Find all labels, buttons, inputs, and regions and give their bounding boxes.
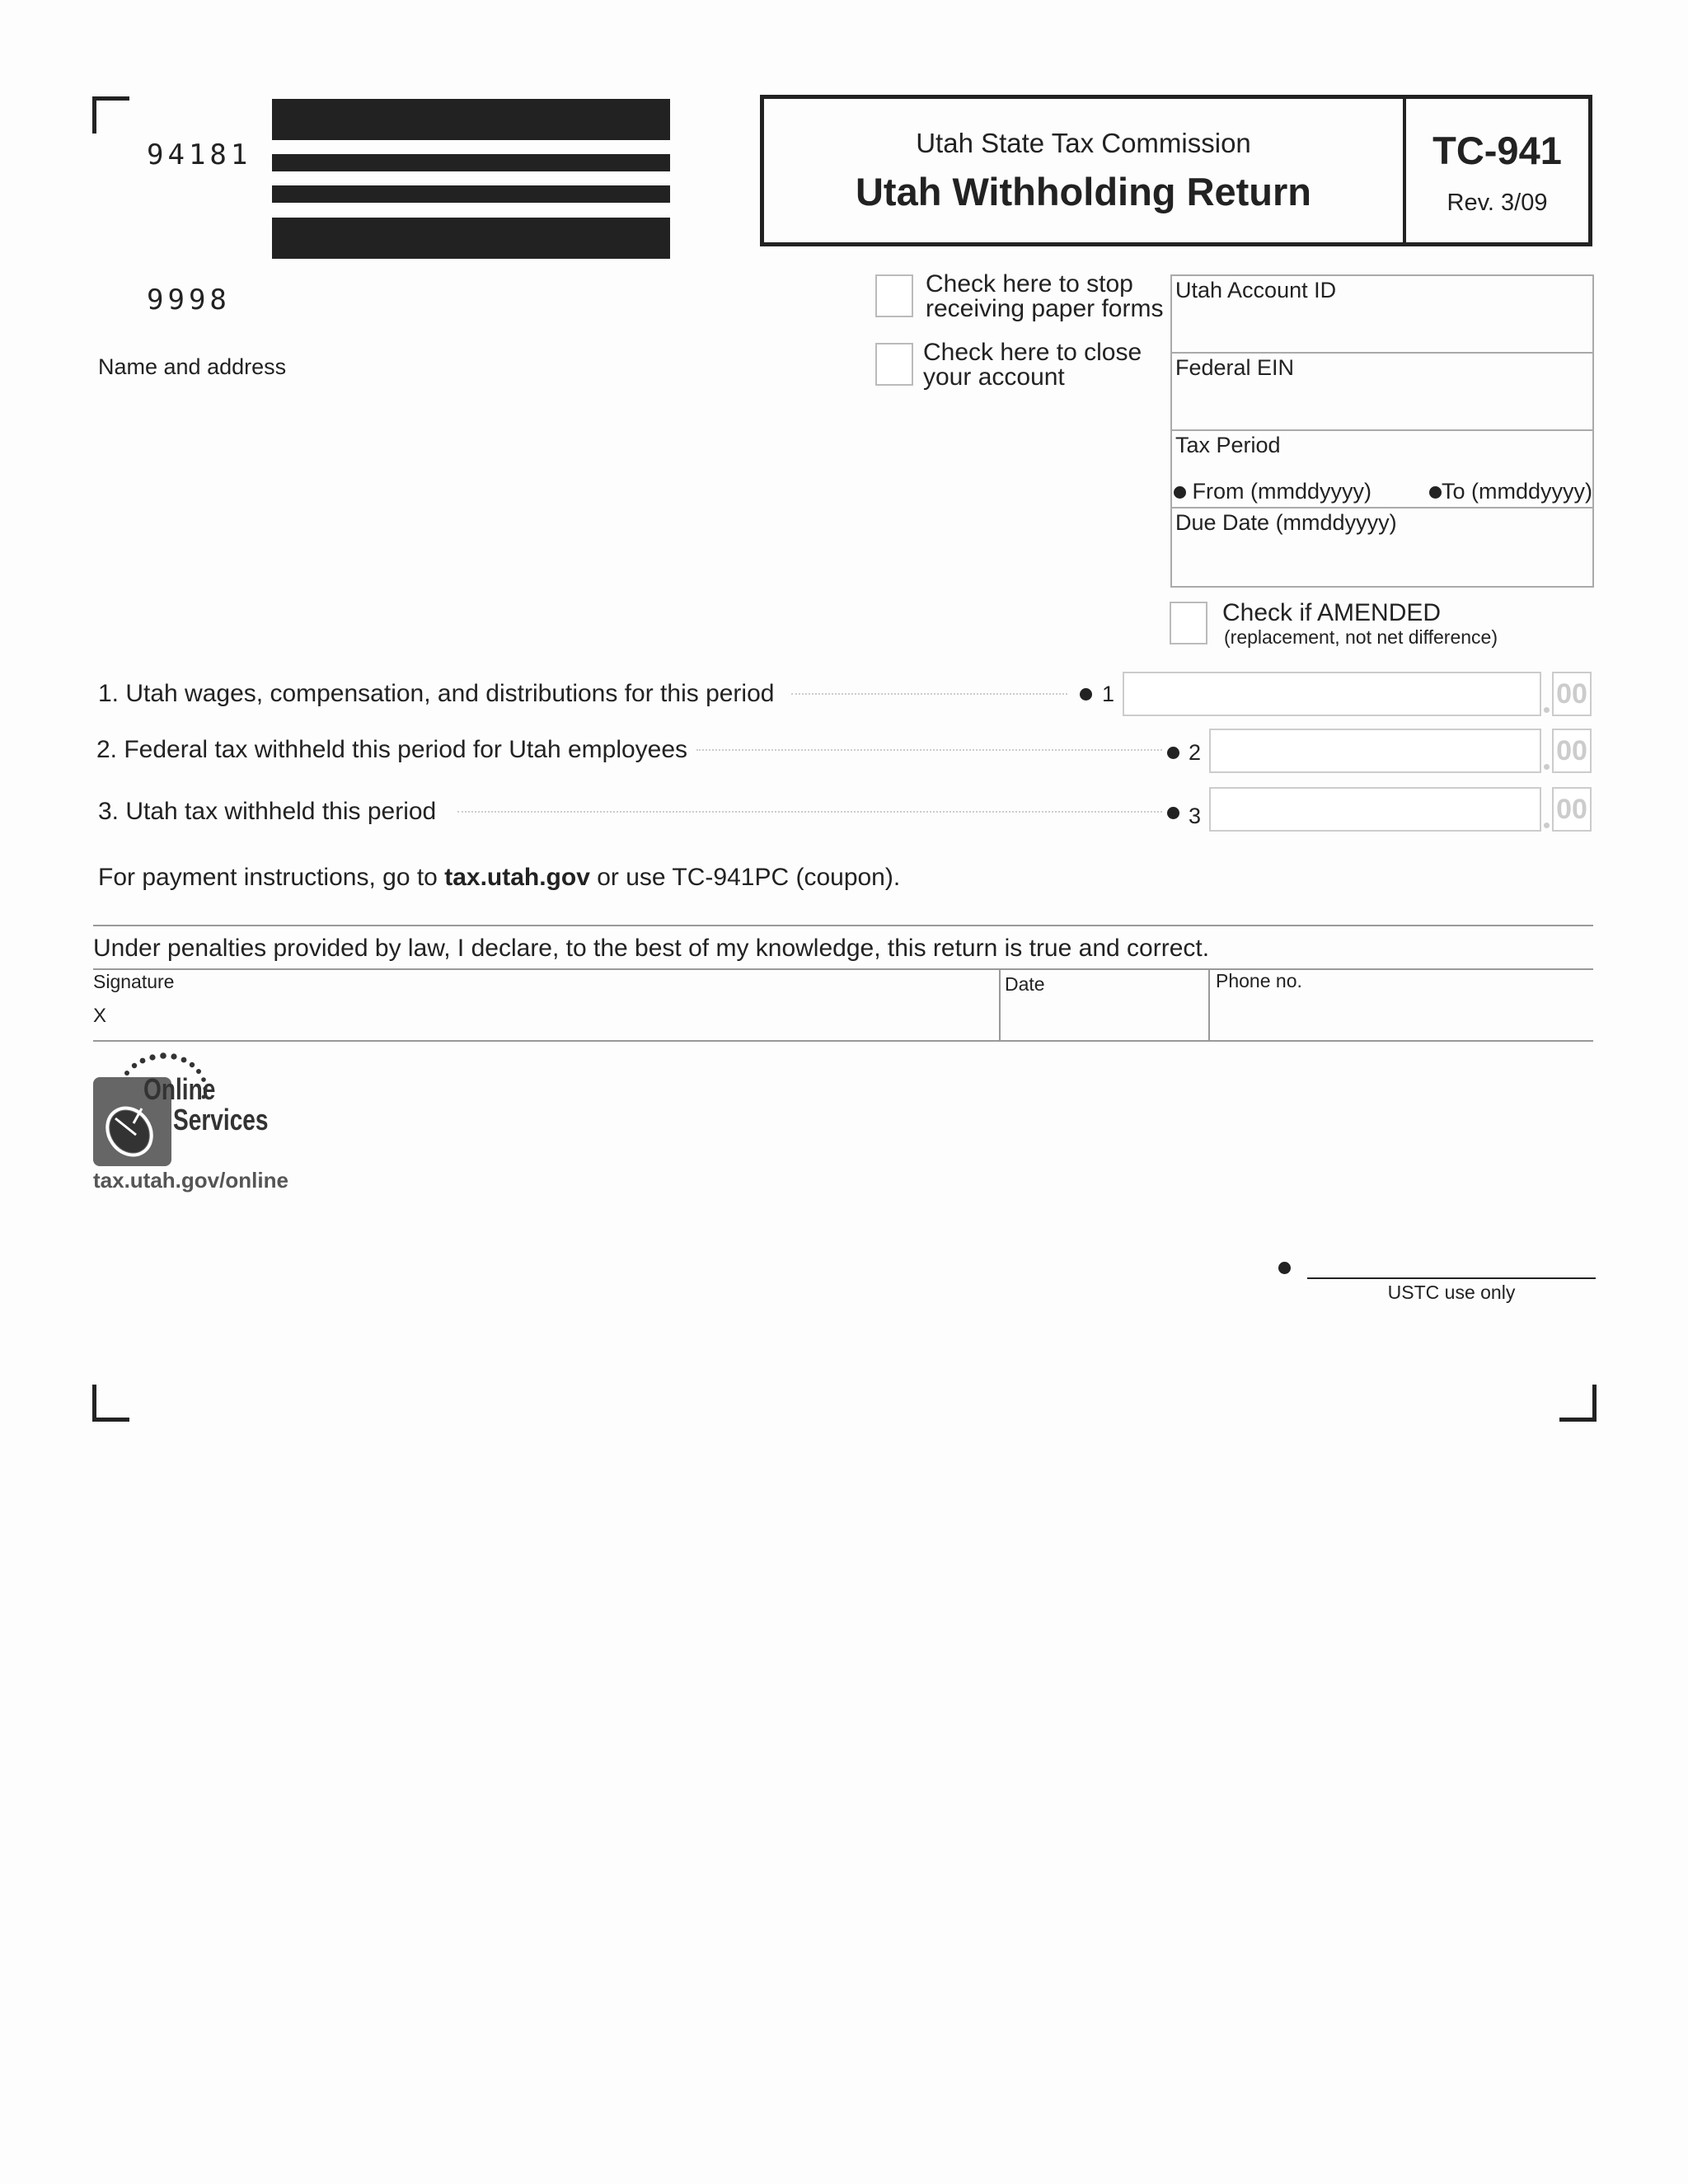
crop-mark-bottom-left <box>92 1385 129 1422</box>
tax-period-label: Tax Period <box>1175 433 1281 457</box>
utah-account-id-field[interactable]: Utah Account ID <box>1172 276 1592 354</box>
from-date-label: From (mmddyyyy) <box>1174 479 1372 504</box>
online-services-logo[interactable] <box>91 1043 288 1199</box>
stop-paper-forms-label: Check here to stop receiving paper forms <box>926 270 1164 322</box>
line-3-cents: 00 <box>1552 787 1592 832</box>
crop-mark-top-left <box>92 96 129 134</box>
line-2-amount-input[interactable] <box>1209 729 1541 773</box>
line-2-cents: 00 <box>1552 729 1592 773</box>
bullet-icon <box>1167 747 1179 759</box>
online-word: Online <box>143 1072 216 1106</box>
bullet-icon <box>1174 486 1186 499</box>
form-title: Utah Withholding Return <box>855 170 1312 213</box>
signature-x-mark: X <box>93 1005 107 1027</box>
payment-instructions: For payment instructions, go to tax.utah.gov or use TC-941PC (coupon). <box>98 864 901 891</box>
form-revision: Rev. 3/09 <box>1447 190 1548 216</box>
amended-note: (replacement, not net difference) <box>1224 626 1498 648</box>
line-3-label: 3. Utah tax withheld this period <box>98 798 437 825</box>
stop-paper-forms-checkbox[interactable] <box>875 274 913 317</box>
crop-mark-bottom-right <box>1559 1385 1597 1422</box>
agency-name: Utah State Tax Commission <box>916 128 1251 158</box>
line-3-number: 3 <box>1189 804 1202 828</box>
federal-ein-field[interactable]: Federal EIN <box>1172 354 1592 431</box>
line-3-amount-input[interactable] <box>1209 787 1541 832</box>
online-services-url: tax.utah.gov/online <box>93 1168 288 1193</box>
barcode-top-number: 94181 <box>147 138 252 171</box>
line-1-number: 1 <box>1102 682 1115 706</box>
payment-link[interactable]: tax.utah.gov <box>444 864 590 891</box>
date-field[interactable] <box>1001 970 1207 1039</box>
line-1-label: 1. Utah wages, compensation, and distributions for this period <box>98 680 775 707</box>
signature-label: Signature <box>93 971 175 992</box>
due-date-field[interactable]: Due Date (mmddyyyy) <box>1175 510 1397 535</box>
bullet-icon <box>1080 688 1092 701</box>
services-word: Services <box>173 1103 269 1137</box>
close-account-checkbox[interactable] <box>875 343 913 386</box>
bullet-icon <box>1429 486 1442 499</box>
amended-checkbox[interactable] <box>1170 602 1207 644</box>
signature-field[interactable] <box>93 970 998 1039</box>
ustc-use-only-label: USTC use only <box>1387 1282 1516 1303</box>
line-2-number: 2 <box>1189 740 1202 765</box>
phone-field[interactable] <box>1211 970 1593 1039</box>
line-2-label: 2. Federal tax withheld this period for Utah employees <box>96 736 688 763</box>
barcode-bottom-number: 9998 <box>147 284 231 316</box>
amended-label: Check if AMENDED <box>1222 599 1442 626</box>
form-number: TC-941 <box>1432 129 1562 172</box>
declaration-text: Under penalties provided by law, I declare, to the best of my knowledge, this return is true and correct. <box>93 935 1210 962</box>
account-info-box <box>1170 274 1594 588</box>
to-date-label: To (mmddyyyy) <box>1429 479 1592 504</box>
date-label: Date <box>1005 973 1045 995</box>
tax-period-field[interactable] <box>1172 431 1592 509</box>
bullet-icon <box>1167 807 1179 819</box>
form-header <box>760 95 1592 246</box>
line-1-amount-input[interactable] <box>1123 672 1541 716</box>
name-address-label: Name and address <box>98 354 287 379</box>
phone-label: Phone no. <box>1216 970 1302 991</box>
line-1-cents: 00 <box>1552 672 1592 716</box>
close-account-label: Check here to close your account <box>923 339 1142 391</box>
bullet-icon <box>1278 1262 1291 1274</box>
